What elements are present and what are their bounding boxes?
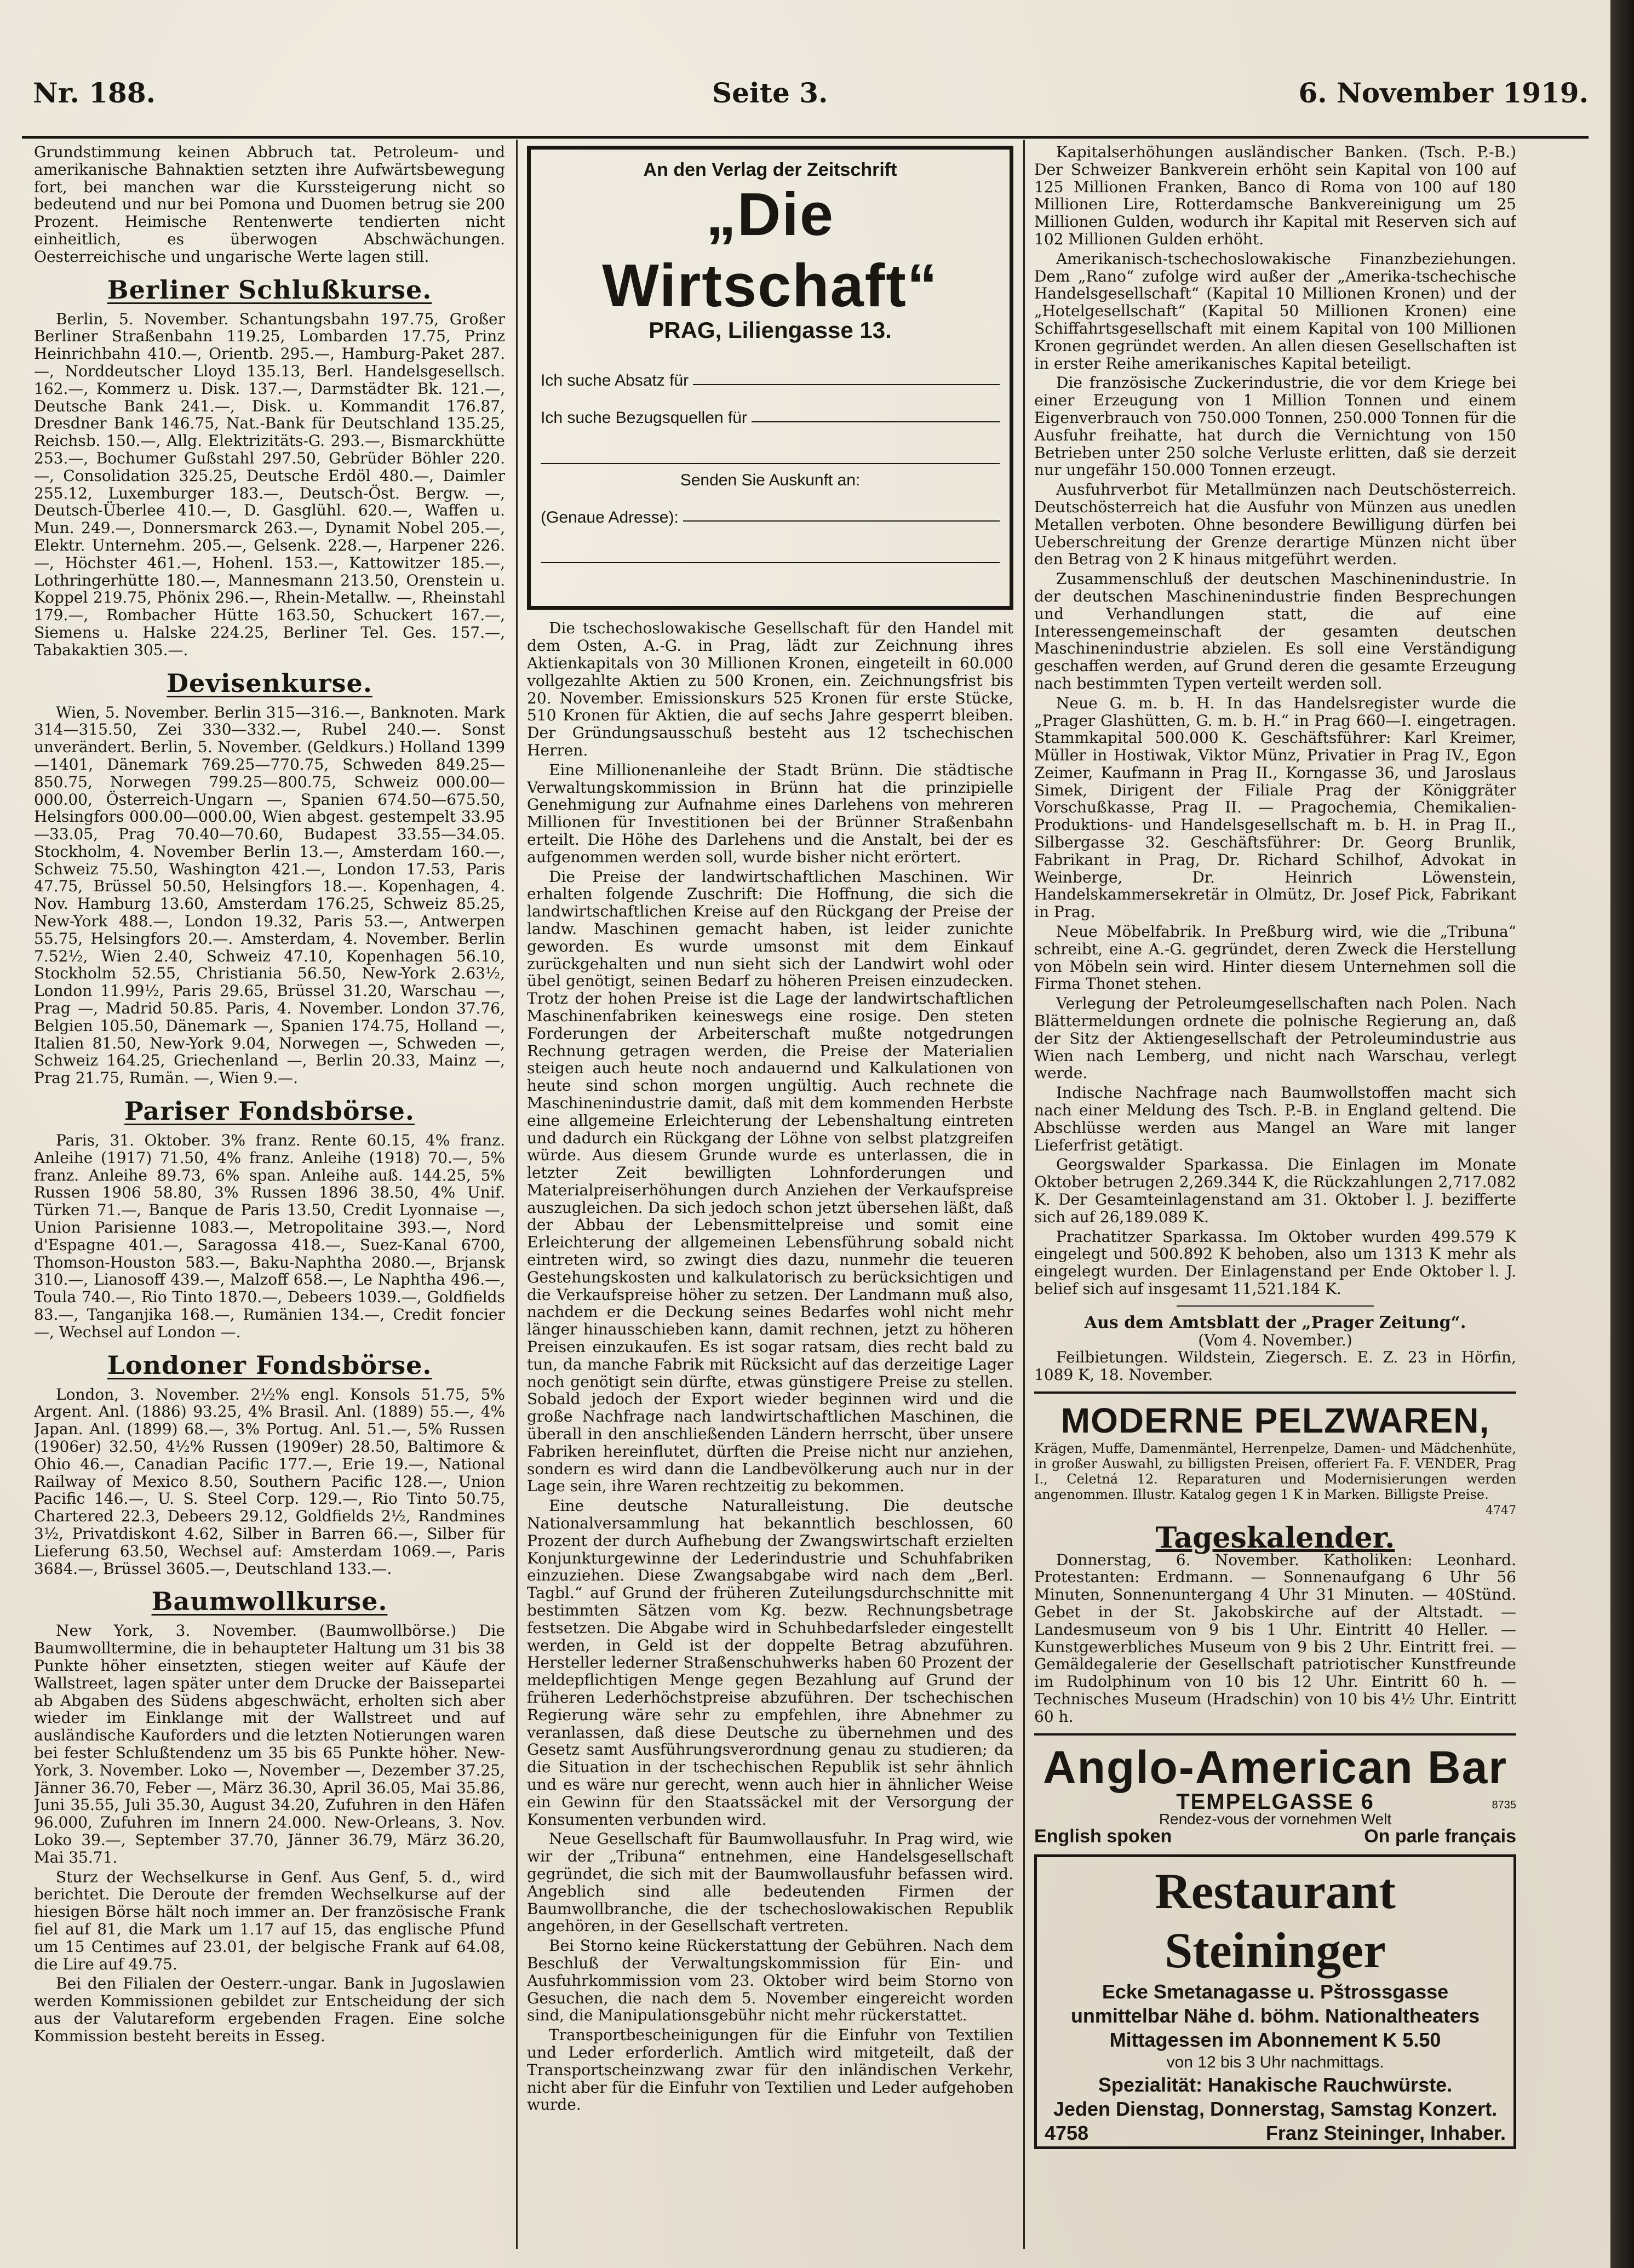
restaurant-concerts: Jeden Dienstag, Donnerstag, Samstag Konzert. bbox=[1053, 2097, 1498, 2120]
baumwoll-text: New York, 3. November. (Baumwollbörse.) Die Baumwolltermine, die in behaupteter Haltung um 31 bis 38 Punkte höher einsetzten, stiegen weiter auf Käufe der Wallstreet, lagen später unter dem Drucke der Baissepartei ab Abgaben des Südens abgeschwächt, erholten sich aber wieder im Einklange mit der Wallstreet und auf ausländische Kauforders und die letzten Notierungen waren bei fester Schlußtendenz um 35 bis 65 Punkte höher. New-York, 3. November. Loko —, November —, Dezember 37.25, Jänner 36.70, Feber —, März 36.30, April 36.05, Mai 35.86, Juni 35.55, Juli 35.30, August 34.20, Zufuhren in den Häfen 96.000, Zufuhren im Innern 24.000. New-Orleans, 3. Nov. Loko 39.—, September 37.70, Jänner 36.79, März 36.20, Mai 35.71. bbox=[34, 1622, 505, 1866]
restaurant-address: Ecke Smetanagasse u. Pštrossgasse bbox=[1102, 1980, 1449, 2003]
ad-bezug-line bbox=[541, 390, 1000, 427]
column-3 bbox=[1034, 144, 1516, 2247]
tageskalender bbox=[1034, 1521, 1516, 1726]
issue-date: 6. November 1919. bbox=[1298, 77, 1589, 109]
article-maschinenindustrie: Zusammenschluß der deutschen Maschinenindustrie. In der deutschen Maschinenindustrie finden Besprechungen und Verhandlungen statt, die auf eine Interessengemeinschaft der gesamten deutschen Maschinenindustrie abzielen. Es soll eine Verständigung geschaffen werden, auf Grund deren die gesamte Erzeugung nach bestimmten Typen verteilt werden soll. bbox=[1034, 570, 1516, 692]
baumwoll-heading: Baumwollkurse. bbox=[151, 1587, 388, 1617]
restaurant-owner: Franz Steininger, Inhaber. bbox=[1265, 2121, 1506, 2144]
article-storno: Bei Storno keine Rückerstattung der Gebühren. Nach dem Beschluß der Verwaltungskommission für Ein- und Ausfuhrkommission vom 23. Oktober wird beim Storno von Gesuchen, die nach dem 5. November eingereicht worden sind, die Manipulationsgebühr nicht mehr rückerstattet. bbox=[527, 1937, 1013, 2025]
anglo-american-bar-advertisement bbox=[1034, 1733, 1516, 1846]
ad-bezug-label: Ich suche Bezugsquellen für bbox=[541, 408, 747, 427]
page-number: Seite 3. bbox=[712, 77, 828, 109]
bar-title: Anglo-American Bar bbox=[1042, 1741, 1508, 1793]
devisen-text: Wien, 5. November. Berlin 315—316.—, Banknoten. Mark 314—315.50, Zei 330—332.—, Rubel 240.—. Sonst unverändert. Berlin, 5. November. (Geldkurs.) Holland 1399—1401, Dänemark 769.25—770.75, Schweden 849.25—850.75, Norwegen 799.25—800.75, Schweiz 000.00—000.00, Österreich-Ungarn —, Spanien 674.50—675.50, Helsingfors 000.00—000.00, Wien abgest. gestempelt 33.95—33.05, Prag 70.40—70.60, Budapest 33.55—34.05. Stockholm, 4. November Berlin 13.—, Amsterdam 160.—, Schweiz 75.50, Washington 421.—, London 17.53, Paris 47.75, Brüssel 50.50, Helsingfors 18.—. Kopenhagen, 4. Nov. Hamburg 13.60, Amsterdam 176.25, Schweiz 85.25, New-York 488.—, London 19.32, Paris 53.—, Antwerpen 55.75, Helsingfors 20.—. Amsterdam, 4. November. Berlin 7.52½, Wien 2.40, Schweiz 47.10, Kopenhagen 56.10, Stockholm 52.55, Christiania 56.50, New-York 2.63½, London 11.99½, Paris 29.65, Brüssel 31.20, Warschau —, Prag —, Madrid 50.85. Paris, 4. November. London 37.76, Belgien 105.50, Dänemark —, Spanien 174.75, Holland —, Italien 81.50, New-York 9.04, Norwegen —, Schweden —, Schweiz 164.25, Griechenland —, Berlin 20.33, Mainz —, Prag 21.75, Rumän. —, Wien 9.—. bbox=[34, 703, 505, 1087]
column-divider-2 bbox=[1023, 140, 1025, 2249]
section-rule bbox=[1177, 1305, 1374, 1307]
restaurant-lunch: Mittagessen im Abonnement K 5.50 bbox=[1109, 2028, 1441, 2051]
intro-paragraph: Grundstimmung keinen Abbruch tat. Petroleum- und amerikanische Bahnaktien setzten ihre Aufwärtsbewegung fort, bei manchen war die Kurssteigerung nicht so bedeutend und nur bei Pomona und Duomen betrug sie 200 Prozent. Heimische Rentenwerte tendierten nicht einheitlich, es überwogen Abschwächungen. Oesterreichische und ungarische Werte lagen still. bbox=[34, 144, 505, 266]
article-moebelfabrik: Neue Möbelfabrik. In Preßburg wird, wie die „Tribuna“ schreibt, eine A.-G. gegründet, deren Zweck die Herstellung von Möbeln sein wird. Hinter diesem Unternehmen soll die Firma Thonet stehen. bbox=[1034, 923, 1516, 993]
ad-verlag-line: An den Verlag der Zeitschrift bbox=[643, 159, 897, 180]
article-bruenn-anleihe: Eine Millionenanleihe der Stadt Brünn. Die städtische Verwaltungskommission in Brünn hat die prinzipielle Genehmigung zur Aufnahme eines Darlehens von mehreren Millionen für Investitionen bei der Brünner Straßenbahn erteilt. Die Höhe des Darlehens und die Anstalt, bei der es aufgenommen werden soll, wurde bisher nicht erörtert. bbox=[527, 760, 1013, 866]
header-rule bbox=[22, 136, 1589, 139]
article-baumwollausfuhr: Neue Gesellschaft für Baumwollausfuhr. In Prag wird, wie wir der „Tribuna“ entnehmen, eine Handelsgesellschaft gegründet, die sich mit der Baumwollausfuhr befassen wird. Angeblich sind alle bedeutenden Firmen der Baumwollbranche, die der tschechoslowakischen Republik angehören, in der Gesellschaft vertreten. bbox=[527, 1830, 1013, 1935]
article-georgswalde: Georgswalder Sparkassa. Die Einlagen im Monate Oktober betrugen 2,269.344 K, die Rückzahlungen 2,717.082 K. Der Gesamteinlagenstand am 31. Oktober l. J. bezifferte sich auf 26,189.089 K. bbox=[1034, 1155, 1516, 1226]
bar-street: TEMPELGASSE 6 bbox=[1176, 1789, 1374, 1814]
article-baumwollstoffe: Indische Nachfrage nach Baumwollstoffen macht sich nach einer Meldung des Tsch. P.-B. in England geltend. Die Abschlüsse werden aus Mangel an Ware mit langer Lieferfrist getätigt. bbox=[1034, 1084, 1516, 1154]
amtsblatt-text: Feilbietungen. Wildstein, Ziegersch. E. Z. 23 in Hörfin, 1089 K, 18. November. bbox=[1034, 1348, 1516, 1384]
bar-languages bbox=[1034, 1828, 1516, 1846]
wirtschaft-advertisement bbox=[527, 146, 1013, 610]
filialen-text: Bei den Filialen der Oesterr.-ungar. Bank in Jugoslawien werden Kommissionen gebildet zur Entscheidung der sich aus der Valutareform ergebenden Fragen. Eine solche Kommission besteht bereits in Esseg. bbox=[34, 1974, 505, 2045]
page-header bbox=[33, 77, 1589, 121]
bar-number: 8735 bbox=[1492, 1799, 1516, 1811]
pelz-number: 4747 bbox=[1486, 1503, 1516, 1517]
paris-heading: Pariser Fondsbörse. bbox=[124, 1096, 415, 1126]
article-prachatitz: Prachatitzer Sparkassa. Im Oktober wurden 499.579 K eingelegt und 500.892 K behoben, also um 1313 K mehr als eingelegt wurden. Der Einlagenstand per Ende Oktober l. J. belief sich auf insgesamt 11,521.184 K. bbox=[1034, 1227, 1516, 1298]
ad-blank-line-2 bbox=[541, 526, 1000, 563]
pelz-title: MODERNE PELZWAREN, bbox=[1060, 1400, 1490, 1440]
article-kapital-banken: Kapitalserhöhungen ausländischer Banken. (Tsch. P.-B.) Der Schweizer Bankverein erhöht sein Kapital von 100 auf 125 Millionen Franken, Banco di Roma von 100 auf 180 Millionen Lire, Rotterdamsche Bankvereinigung um 25 Millionen Gulden, wodurch ihr Kapital mit Reserven sich auf 102 Millionen Gulden erhöht. bbox=[1034, 144, 1516, 248]
scan-edge bbox=[1610, 0, 1634, 2268]
column-2 bbox=[527, 144, 1013, 2247]
ad-absatz-label: Ich suche Absatz für bbox=[541, 371, 689, 390]
article-petroleum: Verlegung der Petroleumgesellschaften nach Polen. Nach Blättermeldungen ordnete die polnische Regierung an, daß der Sitz der Aktiengesellschaft der Petroleumindustrie aus Wien nach Lemberg, und nicht nach Warschau, verlegt werde. bbox=[1034, 994, 1516, 1083]
sturz-text: Sturz der Wechselkurse in Genf. Aus Genf, 5. d., wird berichtet. Die Deroute der fremden Wechselkurse auf der hiesigen Börse hält noch immer an. Der französische Frank fiel auf 81, die Mark um 1.17 auf 15, das englische Pfund um 15 Centimes auf 23.01, der belgische Frank auf 64.08, die Lire auf 49.75. bbox=[34, 1868, 505, 1973]
london-heading: Londoner Fondsbörse. bbox=[107, 1350, 432, 1380]
issue-number: Nr. 188. bbox=[33, 77, 156, 109]
bar-subtitle: Rendez-vous der vornehmen Welt bbox=[1159, 1811, 1392, 1828]
berlin-heading: Berliner Schlußkurse. bbox=[107, 274, 432, 305]
ad-title: „Die Wirtschaft“ bbox=[602, 180, 938, 319]
berlin-text: Berlin, 5. November. Schantungsbahn 197.75, Großer Berliner Straßenbahn 119.25, Lombarden 17.75, Prinz Heinrichbahn 410.—, Orientb. 295.—, Hamburg-Paket 287.—, Norddeutscher Lloyd 135.13, Berl. Handelsgesellsch. 162.—, Kommerz u. Disk. 137.—, Darmstädter Bk. 121.—, Deutsche Bank 241.—, Disk. u. Kommandit 176.87, Dresdner Bank 146.75, Nat.-Bank für Deutschland 135.25, Reichsb. 150.—, Allg. Elektrizitäts-G. 293.—, Bismarckhütte 253.—, Bochumer Gußstahl 297.50, Gebrüder Böhler 220.—, Consolidation 325.25, Deutsche Erdöl 480.—, Daimler 255.12, Luxemburger 183.—, Deutsch-Öst. Bergw. —, Deutsch-Überlee 410.—, D. Gasglühl. 620.—, Waffen u. Mun. 249.—, Donnersmarck 263.—, Dynamit Nobel 205.—, Elektr. Unternehm. 205.—, Gelsenk. 228.—, Harpener 226.—, Höchster 461.—, Hohenl. 153.—, Kattowitzer 185.—, Lothringerhütte 180.—, Mannesmann 213.50, Orenstein u. Koppel 219.75, Phönix 296.—, Rhein-Metallw. —, Rheinstahl 179.—, Rombacher Hütte 163.50, Schuckert 167.—, Siemens u. Halske 224.25, Berliner Tel. Ges. 157.—, Tabakaktien 305.—. bbox=[34, 310, 505, 659]
ad-genaue-label: (Genaue Adresse): bbox=[541, 508, 679, 526]
ad-address-line bbox=[541, 489, 1000, 526]
article-naturalleistung: Eine deutsche Naturalleistung. Die deutsche Nationalversammlung hat bekanntlich beschlossen, 60 Prozent der durch Aufhebung der Zwangswirtschaft erzielten Konjunkturgewinne der Lederindustrie und Schuhfabriken einzuziehen. Diese Zwangsabgabe wird nach dem „Berl. Tagbl.“ auf Grund der früheren Zuteilungsdurchschnitte mit bestimmten Sätzen vom Kg. bezw. Rechnungsbetrage festsetzen. Die Abgabe wird in Schuhbedarfsleder eingestellt werden, in Geld ist der doppelte Betrag abzuführen. Hersteller lederner Straßenschuhwerks haben 60 Prozent der meldepflichtigen Menge gegen Bezahlung auf Grund der früheren Lederhöchstpreise abzuführen. Der tschechischen Regierung wäre sehr zu empfehlen, ihre Abnehmer zu veranlassen, daß diese Deutsche zu übernehmen und des Gesetz samt Ausführungsverordnung genau zu studieren; da die Situation in der tschechischen Republik ist sehr ähnlich und es wäre nur gerecht, wenn auch hier in ähnlicher Weise ein Gewinn für den Staatssäckel mit der Versorgung der Konsumenten verbunden wird. bbox=[527, 1497, 1013, 1829]
ad-senden: Senden Sie Auskunft an: bbox=[680, 471, 861, 489]
article-transport: Transportbescheinigungen für die Einfuhr von Textilien und Leder erforderlich. Amtlich wird mitgeteilt, daß der Transportscheinzwang zwar für den inländischen Verkehr, nicht aber für die Einfuhr von Textilien und Leder aufgehoben wurde. bbox=[527, 2026, 1013, 2114]
devisen-heading: Devisenkurse. bbox=[167, 668, 372, 698]
restaurant-advertisement bbox=[1034, 1854, 1516, 2149]
ad-absatz-line bbox=[541, 352, 1000, 390]
tages-heading: Tageskalender. bbox=[1155, 1521, 1395, 1555]
article-handel-osten: Die tschechoslowakische Gesellschaft für den Handel mit dem Osten, A.-G. in Prag, lädt zur Zeichnung ihres Aktienkapitals von 30 Millionen Kronen, eingeteilt in 60.000 vollgezahlte Aktien zu 500 Kronen, ein. Zeichnungsfrist bis 20. November. Emissionskurs 525 Kronen für erste Stücke, 510 Kronen für Aktien, die auf sechs Jahre gesperrt bleiben. Der Gründungsausschuß besteht aus 12 tschechischen Herren. bbox=[527, 619, 1013, 759]
pelzwaren-advertisement bbox=[1034, 1391, 1516, 1520]
article-landw-maschinen: Die Preise der landwirtschaftlichen Maschinen. Wir erhalten folgende Zuschrift: Die Hoffnung, die sich die landwirtschaftlichen Kreise auf den Rückgang der Preise der landw. Maschinen gemacht haben, ist leider zunichte geworden. Es wurde umsonst mit dem Einkauf zurückgehalten und nun sieht sich der Landwirt wohl oder übel genötigt, seinen Bedarf zu höheren Preisen einzudecken. Trotz der hohen Preise ist die Lage der landwirtschaftlichen Maschinenfabriken keineswegs eine rosige. Den steten Forderungen der Arbeiterschaft mußte notgedrungen Rechnung getragen werden, die Preise der Materialien steigen auch heute noch andauernd und Kalkulationen von heute sind schon morgen ungültig. Auch rechnete die Maschinenindustrie damit, daß mit dem kommenden Herbste eine allgemeine Erleichterung der Lebenshaltung eintreten und dadurch ein Rückgang der Löhne von selbst platzgreifen würde. Aus diesem Grunde wurde es unterlassen, die in letzter Zeit bewilligten Lohnforderungen und Materialpreiserhöhungen durch Anziehen der Verkaufspreise auszugleichen. Da sich jedoch schon jetzt übersehen läßt, daß der Abbau der Lebensmittelpreise und somit eine Erleichterung der allgemeinen Lebensführung sobald nicht eintreten wird, so zwingt dies dazu, nunmehr die teueren Gestehungskosten und kalkulatorisch zu berücksichtigen und die Verkaufspreise höher zu setzen. Der Landmann muß also, nachdem er die Deckung seines Bedarfes wohl nicht mehr länger hinausschieben kann, damit rechnen, jetzt zu höheren Preisen einzukaufen. Es ist sogar ratsam, dies recht bald zu tun, da manche Fabrik mit Rücksicht auf das derzeitige Lager noch genötigt sein dürfte, etwas günstigere Preise zu stellen. Sobald jedoch der Export wieder beginnen wird und die große Nachfrage nach landwirtschaftlichen Maschinen, die überall in den anschließenden Ländern herrscht, über unsere Fabriken hereinflutet, dürften die Preise nicht nur anziehen, sondern es wird dann die Landbevölkerung auch nur in der Lage sein, ihre Waren rechtzeitig zu bekommen. bbox=[527, 867, 1013, 1496]
column-1 bbox=[34, 144, 505, 2247]
column-divider-1 bbox=[516, 140, 518, 2249]
article-gmbh: Neue G. m. b. H. In das Handelsregister wurde die „Prager Glashütten, G. m. b. H.“ in Prag 660—I. eingetragen. Stammkapital 500.000 K. Geschäftsführer: Karl Kreimer, Müller in Hostiwak, Viktor Münz, Privatier in Prag IV., Egon Zeimer, Kaufmann in Prag II., Korngasse 36, und Jaroslaus Simek, Dirigent der Filiale Prag der Königgräter Vorschußkasse, Prag II. — Pragochemia, Chemikalien-Produktions- und Handelsgesellschaft m. b. H. in Prag II., Silbergasse 32. Geschäftsführer: Dr. Georg Brunlik, Fabrikant in Prag, Dr. Richard Schilhof, Advokat in Weinberge, Dr. Heinrich Löwenstein, Handelskammersekretär in Olmütz, Dr. Josef Pick, Fabrikant in Prag. bbox=[1034, 694, 1516, 921]
tages-text: Donnerstag, 6. November. Katholiken: Leonhard. Protestanten: Erdmann. — Sonnenaufgang 6 Uhr 56 Minuten, Sonnenuntergang 4 Uhr 31 Minuten. — 40Stünd. Gebet in der St. Jakobskirche auf der Altstadt. — Landesmuseum von 9 bis 1 Uhr. Eintritt 40 Heller. — Kunstgewerbliches Museum von 9 bis 2 Uhr. Eintritt frei. — Gemäldegalerie der Gesellschaft patriotischer Kunstfreunde im Rudolphinum von 10 bis 12 Uhr. Eintritt 60 h. — Technisches Museum (Hradschin) von 10 bis 4½ Uhr. Eintritt 60 h. bbox=[1034, 1550, 1516, 1726]
bar-french: On parle français bbox=[1364, 1826, 1516, 1847]
amtsblatt-date: (Vom 4. November.) bbox=[1198, 1331, 1352, 1349]
london-text: London, 3. November. 2½% engl. Konsols 51.75, 5% Argent. Anl. (1886) 93.25, 4% Brasil. Anl. (1889) 55.—, 4% Japan. Anl. (1899) 68.—, 3% Portug. Anl. 51.—, 5% Russen (1906er) 32.50, 4½% Russen (1909er) 28.50, Baltimore & Ohio 46.—, Canadian Pacific 177.—, Erie 19.—, National Railway of Mexico 8.50, Southern Pacific 128.—, Union Pacific 146.—, U. S. Steel Corp. 129.—, Rio Tinto 50.75, Chartered 22.3, Debeers 29.12, Goldfields 2½, Randmines 3½, Privatdiskont 4.62, Silber in Barren 66.—, Silber für Lieferung 63.50, Wechsel auf: Amsterdam 1069.—, Paris 3684.—, Brüssel 3605.—, Deutschland 133.—. bbox=[34, 1385, 505, 1578]
ad-bezug-blank bbox=[752, 421, 1000, 422]
ad-address-blank bbox=[683, 520, 1000, 522]
article-ausfuhrverbot: Ausfuhrverbot für Metallmünzen nach Deutschösterreich. Deutschösterreich hat die Ausfuhr von Münzen aus unedlen Metallen verboten. Ohne besondere Bewilligung dürfen bei Ueberschreitung der Grenze derartige Münzen nicht über den Betrag von 2 K hinaus mitgeführt werden. bbox=[1034, 480, 1516, 569]
restaurant-hours: von 12 bis 3 Uhr nachmittags. bbox=[1166, 2053, 1384, 2071]
article-zuckerindustrie: Die französische Zuckerindustrie, die vor dem Kriege bei einer Erzeugung von 1 Million Tonnen und einem Eigenverbrauch von 750.000 Tonnen, 250.000 Tonnen für die Ausfuhr freihatte, hat durch die Vernichtung von 150 Betrieben unter 250 solche Verluste erlitten, daß sie derzeit nur ungefähr 150.000 Tonnen erzeugt. bbox=[1034, 374, 1516, 479]
paris-text: Paris, 31. Oktober. 3% franz. Rente 60.15, 4% franz. Anleihe (1917) 71.50, 4% franz. Anleihe (1918) 70.—, 5% franz. Anleihe 89.73, 6% span. Anleihe auß. 144.25, 5% Russen 1906 58.80, 3% Russen 1896 38.50, 4% Unif. Türken 71.—, Banque de Paris 13.50, Credit Lyonnaise —, Union Parisienne 1083.—, Metropolitaine 393.—, Nord d'Espagne 401.—, Saragossa 418.—, Suez-Kanal 6700, Thomson-Houston 583.—, Baku-Naphtha 2080.—, Brjansk 310.—, Lianosoff 439.—, Malzoff 658.—, Le Naphtha 496.—, Toula 740.—, Rio Tinto 1870.—, Debeers 1039.—, Goldfields 83.—, Tanganjika 168.—, Rumänien 134.—, Credit foncier —, Wechsel auf London —. bbox=[34, 1131, 505, 1341]
ad-address: PRAG, Liliengasse 13. bbox=[649, 317, 892, 343]
restaurant-location: unmittelbar Nähe d. böhm. Nationaltheaters bbox=[1070, 2004, 1480, 2027]
restaurant-number: 4758 bbox=[1045, 2121, 1089, 2144]
ad-absatz-blank bbox=[693, 384, 1000, 385]
article-finanzbeziehungen: Amerikanisch-tschechoslowakische Finanzbeziehungen. Dem „Rano“ zufolge wird außer der „Amerika-tschechische Handelsgesellschaft“ (Kapital 10 Millionen Kronen) und der „Hotelgesellschaft“ (Kapital 50 Millionen Kronen) eine Schiffahrtsgesellschaft mit einem Kapital von 100 Millionen Kronen gegründet werden. An allen diesen Gesellschaften ist in erster Reihe amerikanisches Kapital beteiligt. bbox=[1034, 249, 1516, 373]
restaurant-title: Restaurant Steininger bbox=[1155, 1863, 1396, 1978]
restaurant-footer bbox=[1045, 2121, 1506, 2144]
ad-blank-line-3 bbox=[541, 563, 1000, 600]
restaurant-specialty: Spezialität: Hanakische Rauchwürste. bbox=[1098, 2073, 1453, 2096]
ad-blank-line bbox=[541, 427, 1000, 464]
pelz-text: Krägen, Muffe, Damenmäntel, Herrenpelze, Damen- und Mädchenhüte, in großer Auswahl, zu billigsten Preisen, offeriert Fa. F. VENDER, Prag I., Celetná 12. Reparaturen und Modernisierungen werden angenommen. Illustr. Katalog gegen 1 K in Marken. Billigste Preise. bbox=[1034, 1440, 1516, 1502]
amtsblatt-heading: Aus dem Amtsblatt der „Prager Zeitung“. bbox=[1084, 1313, 1466, 1332]
bar-english: English spoken bbox=[1034, 1826, 1172, 1847]
